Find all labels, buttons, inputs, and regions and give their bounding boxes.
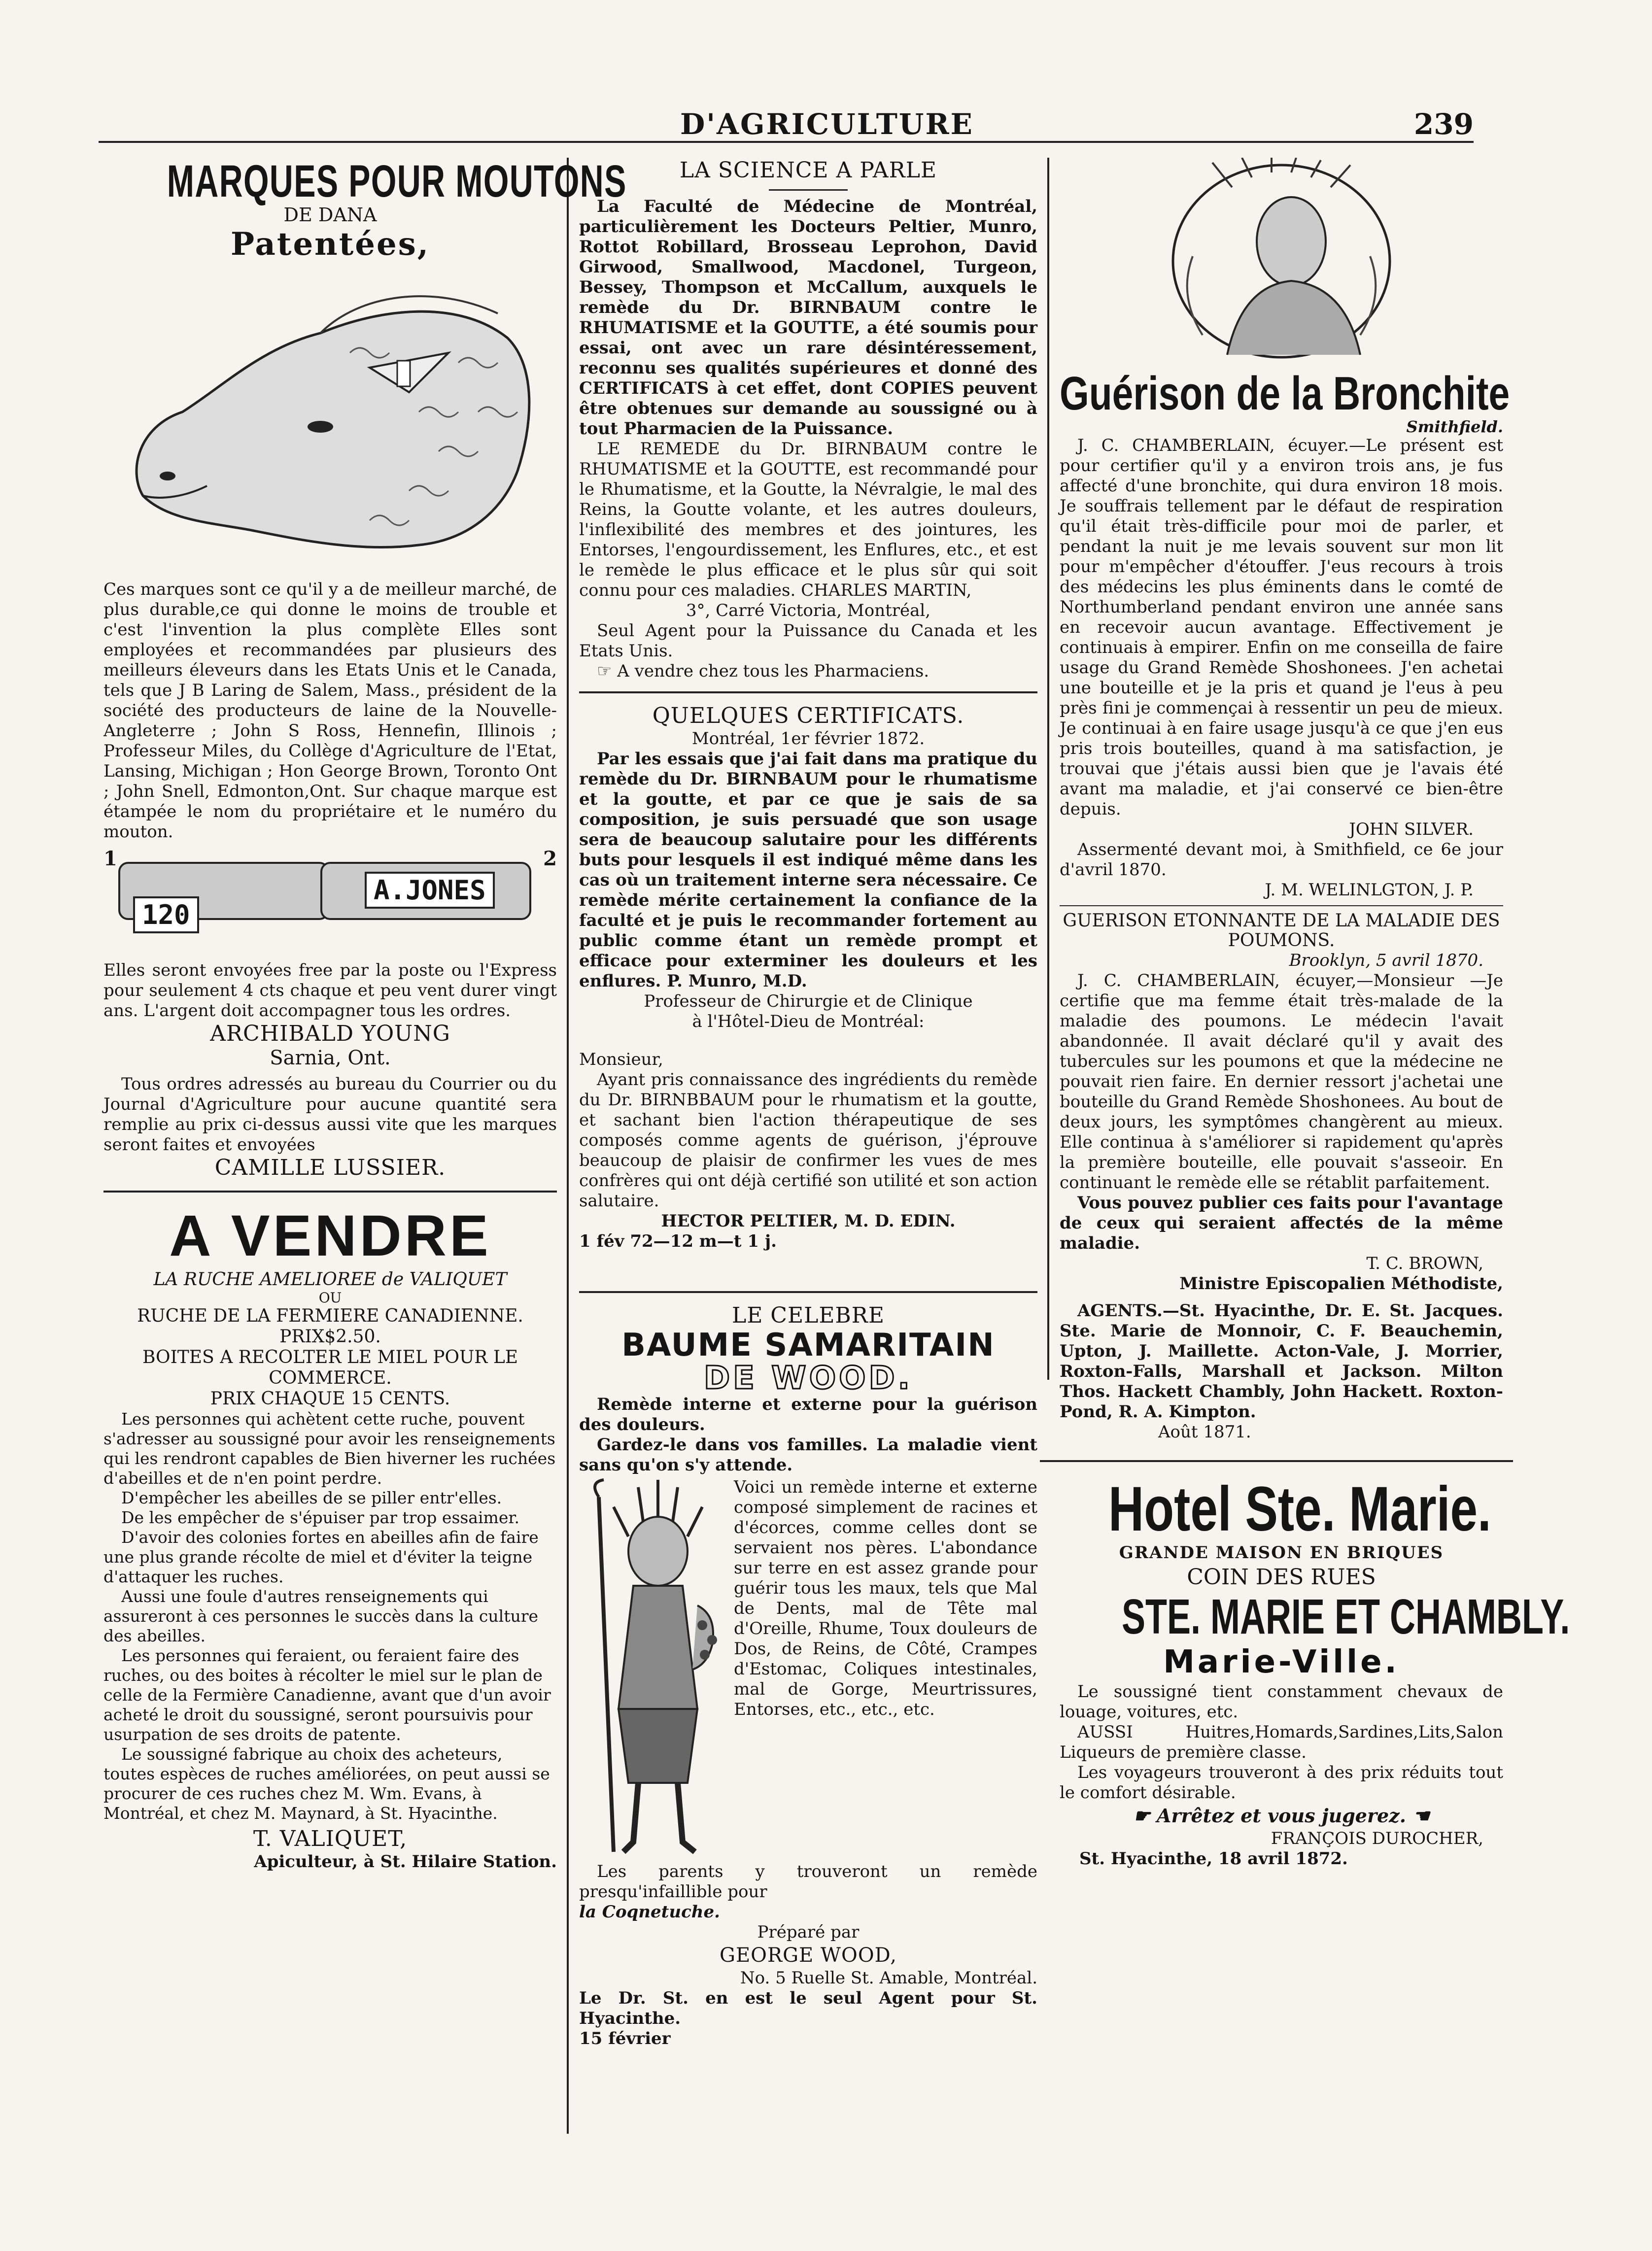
hotel-paragraph-3: Les voyageurs trouveront à des prix réduits tout le comfort désirable.	[1060, 1763, 1503, 1803]
header-rule	[99, 141, 1474, 143]
baume-paragraph-3: Voici un remède interne et externe composé simplement de racines et d'écorces, comme celles dont se servaient nos pères. L'abondance sur terre en est assez grande pour guérir tous les maux, tels que Mal de Dents, mal de Tête mal d'Oreille, Rhume, Toux douleurs de Dos, de Reins, de Côté, Crampes d'Estomac, Coliques intestinales, mal de Gorge, Meurtrissures, Entorses, etc., etc., etc.	[734, 1477, 1037, 1719]
column-2	[579, 158, 1037, 2049]
section-rule	[579, 691, 1037, 693]
ad-body: Ces marques sont ce qu'il y a de meilleur marché, de plus durable,ce qui donne le moins de trouble et c'est l'invention la plus complète Elles sont employées et recommandées par plusieurs des meilleurs éleveurs dans les Etats Unis et le Canada, tels que J B Laring de Salem, Mass., président de la société des producteurs de laine de la Nouvelle-Angleterre ; John S Ross, Hennefin, Illinois ; Professeur Miles, du Collège d'Agriculture de l'Etat, Lansing, Michigan ; Hon George Brown, Toronto Ont ; John Snell, Edmonton,Ont. Sur chaque marque est étampée le nom du propriétaire et le numéro du mouton.	[103, 580, 557, 842]
bronchitis-signature: JOHN SILVER.	[1349, 819, 1474, 839]
signature-place-1: Sarnia, Ont.	[270, 1047, 391, 1069]
sheep-head-illustration	[113, 264, 547, 570]
birnbaum-ad	[579, 158, 1037, 682]
ad-subtitle: DE DANA	[283, 204, 377, 226]
bronchitis-sworn: Assermenté devant moi, à Smithfield, ce 6e jour d'avril 1870.	[1060, 840, 1503, 880]
baume-maker-name: GEORGE WOOD,	[720, 1944, 897, 1967]
ad-patented: Patentées,	[231, 226, 430, 263]
hotel-subtitle: GRANDE MAISON EN BRIQUES	[1119, 1543, 1444, 1563]
running-title: D'AGRICULTURE	[680, 107, 974, 141]
indian-figure-illustration	[579, 1477, 727, 1862]
baume-paragraph-4: Les parents y trouveront un remède presqu'infaillible pour	[579, 1862, 1037, 1902]
section-rule	[579, 1291, 1037, 1293]
baume-figure-block	[579, 1477, 1037, 1862]
tag-label-1: 1	[103, 847, 117, 870]
hotel-paragraph-2: AUSSI Huitres,Homards,Sardines,Lits,Salon Liqueurs de première classe.	[1060, 1722, 1503, 1762]
baume-local-agent: Le Dr. St. en est le seul Agent pour St. Hyacinthe.	[579, 1988, 1037, 2028]
baume-paragraph-2: Gardez-le dans vos familles. La maladie vient sans qu'on s'y attende.	[579, 1435, 1037, 1475]
lungs-place: Brooklyn, 5 avril 1870.	[1289, 951, 1483, 970]
ad-title: MARQUES POUR MOUTONS	[167, 156, 627, 206]
certificates-title: QUELQUES CERTIFICATS.	[652, 703, 964, 728]
for-sale-paragraph-2: D'empêcher les abeilles de se piller entr'elles.	[121, 1488, 502, 1507]
certificate-2-signature: HECTOR PELTIER, M. D. EDIN.	[661, 1211, 956, 1231]
for-sale-paragraph-4: D'avoir des colonies fortes en abeilles afin de faire une plus grande récolte de miel et d'éviter la teigne d'attaquer les ruches.	[103, 1528, 539, 1586]
thin-rule	[1060, 905, 1503, 906]
tag-number: 120	[133, 896, 199, 933]
hotel-ad	[1060, 1474, 1570, 1869]
lungs-title: GUERISON ETONNANTE DE LA MALADIE DES POUMONS.	[1063, 911, 1500, 951]
short-rule	[769, 189, 848, 191]
tag-label-2: 2	[543, 847, 557, 870]
ear-tags-illustration	[103, 847, 557, 951]
lungs-testimony: J. C. CHAMBERLAIN, écuyer,—Monsieur —Je certifie que ma femme était très-malade de la maladie des poumons. Le médecin l'avait abandonnée. Il avait déclaré qu'il y avait des tubercules sur les poumons et que la médecine ne pouvait rien faire. En dernier ressort j'achetai une bouteille du Grand Remède Shoshonees. Au bout de deux jours, les symptômes changèrent au mieux. Elle continua à s'améliorer si rapidement qu'après la première bouteille, elle pouvait s'asseoir. En continuant le remède elle se rétablit parfaitement.	[1060, 971, 1503, 1193]
for-sale-paragraph-1: Les personnes qui achètent cette ruche, pouvent s'adresser au soussigné pour avoir les renseignements qui les rendront capables de Bien hiverner les ruchées d'abeilles et de n'en point perdre.	[103, 1409, 556, 1488]
ad-body-3: Tous ordres adressés au bureau du Courrier ou du Journal d'Agriculture pour aucune quantité sera remplie au prix ci-dessus aussi vite que les marques seront faites et envoyées	[103, 1074, 557, 1155]
baume-ad	[579, 1303, 1037, 2049]
hotel-corner: COIN DES RUES	[1187, 1565, 1376, 1590]
column-3	[1060, 158, 1570, 1869]
for-sale-paragraph-5: Aussi une foule d'autres renseignements qui assureront à ces personnes le succès dans la culture des abeilles.	[103, 1587, 539, 1645]
for-sale-line-5: BOITES A RECOLTER LE MIEL POUR LE COMMERCE.	[142, 1347, 518, 1388]
birnbaum-paragraph-2: LE REMEDE du Dr. BIRNBAUM contre le RHUMATISME et la GOUTTE, est recommandé pour le Rhumatisme, et la Goutte, la Névralgie, le mal des Reins, la Goutte volante, et les autres douleurs, l'inflexibilité des membres et des jointures, les Entorses, l'engourdissement, les Enflures, etc., et est le remède le plus efficace et le plus sûr qui soit connu pour ces maladies. CHARLES MARTIN,	[579, 439, 1037, 600]
bronchitis-testimony: J. C. CHAMBERLAIN, écuyer.—Le présent est pour certifier qu'il y a environ trois ans, je fus affecté d'une bronchite, qui dura environ 18 mois. Je souffrais tellement par le défaut de respiration qu'il était très-difficile pour moi de parler, et pendant la nuit je me levais souvent sur mon lit pour m'empêcher d'étouffer. J'eus recours à trois des médecins les plus éminents dans le comté de Northumberland pendant environ une année sans en recevoir aucun avantage. Effectivement je continuais à empirer. Enfin on me conseilla de faire usage du Grand Remède Shoshonees. J'en achetai une bouteille et je la pris et quand je l'eus à peu près fini je commençai à ressentir un peu de mieux. Je continuai à en faire usage jusqu'à ce que j'en eus pris trois bouteilles, quand à ma satisfaction, je trouvai que j'étais aussi bien que je l'avais été avant ma maladie, et j'ai conservé ce bien-être depuis.	[1060, 436, 1503, 819]
birnbaum-paragraph-1: La Faculté de Médecine de Montréal, particulièrement les Docteurs Peltier, Munro, Rottot Robillard, Brosseau Leprohon, David Girwood, Smallwood, Macdonel, Turgeon, Bessey, Thompson et McCallum, auxquels le remède du Dr. BIRNBAUM contre le RHUMATISME et la GOUTTE, a été soumis pour essai, ont avec un rare désintéressement, reconnu ses qualités supérieures et donné des CERTIFICATS à cet effet, dont COPIES peuvent être obtenues sur demande au soussigné ou à tout Pharmacien de la Puissance.	[579, 197, 1037, 439]
agents-list: AGENTS.—St. Hyacinthe, Dr. E. St. Jacques. Ste. Marie de Monnoir, C. F. Beauchemin, Upton, J. Maillette. Acton-Vale, J. Morrier, Roxton-Falls, Marshall et Jackson. Milton Thos. Hackett Chambly, John Hackett. Roxton-Pond, R. A. Kimpton.	[1060, 1301, 1503, 1422]
signature-name-2: CAMILLE LUSSIER.	[214, 1155, 446, 1180]
birnbaum-title: LA SCIENCE A PARLE	[679, 158, 937, 183]
for-sale-price-2: PRIX CHAQUE 15 CENTS.	[210, 1389, 450, 1409]
for-sale-line-3: RUCHE DE LA FERMIERE CANADIENNE.	[137, 1306, 523, 1326]
baume-line-3: DE WOOD.	[704, 1360, 913, 1397]
for-sale-paragraph-6: Les personnes qui feraient, ou feraient faire des ruches, ou des boites à récolter le miel sur le plan de celle de la Fermière Canadienne, avant que d'un avoir acheté le droit du soussigné, seront poursuivis pour usurpation de ses droits de patente.	[103, 1646, 551, 1744]
lungs-signature-title: Ministre Episcopalien Méthodiste,	[1179, 1274, 1503, 1294]
for-sale-signature-title: Apiculteur, à St. Hilaire Station.	[254, 1852, 557, 1872]
certificate-2-text: Ayant pris connaissance des ingrédients du remède du Dr. BIRNBBAUM pour le rhumatism et la goutte, et sachant bien l'action thérapeutique de ses composés comme agents de guérison, j'éprouve beaucoup de plaisir de confirmer les vues de mes confrères qui ont déjà certifié son utilité et son action salutaire.	[579, 1070, 1037, 1211]
for-sale-paragraph-3: De les empêcher de s'épuiser par trop essaimer.	[121, 1508, 520, 1527]
hotel-streets: STE. MARIE ET CHAMBLY.	[1122, 1589, 1570, 1644]
birnbaum-agent: Seul Agent pour la Puissance du Canada et les Etats Unis.	[579, 621, 1037, 661]
section-rule	[103, 1191, 557, 1193]
bronchitis-sworn-signature: J. M. WELINLGTON, J. P.	[1265, 880, 1474, 900]
hotel-motto: ☛ Arrêtez et vous jugerez. ☚	[1133, 1805, 1430, 1827]
baume-line-2: BAUME SAMARITAIN	[621, 1327, 995, 1364]
hotel-town: Marie-Ville.	[1163, 1644, 1400, 1680]
lungs-signature: T. C. BROWN,	[1366, 1254, 1483, 1273]
for-sale-paragraph-7: Le soussigné fabrique au choix des acheteurs, toutes espèces de ruches améliorées, on peut aussi se procurer de ces ruches chez M. Wm. Evans, à Montréal, et chez M. Maynard, à St. Hyacinthe.	[103, 1744, 550, 1823]
baume-line-1: LE CELEBRE	[731, 1303, 885, 1328]
certificate-1-title-b: à l'Hôtel-Dieu de Montréal:	[692, 1012, 925, 1031]
for-sale-signature: T. VALIQUET,	[253, 1826, 408, 1851]
baume-maker-address: No. 5 Ruelle St. Amable, Montréal.	[740, 1968, 1037, 1988]
hotel-paragraph-1: Le soussigné tient constamment chevaux de louage, voitures, etc.	[1060, 1682, 1503, 1722]
agents-date: Août 1871.	[1158, 1422, 1251, 1442]
bronchitis-place: Smithfield.	[1406, 417, 1503, 436]
section-rule	[1040, 1460, 1513, 1462]
bronchitis-ad	[1060, 158, 1510, 1442]
baume-paragraph-1: Remède interne et externe pour la guérison des douleurs.	[579, 1395, 1037, 1434]
certificate-1-title-a: Professeur de Chirurgie et de Clinique	[644, 991, 973, 1011]
ad-body-2: Elles seront envoyées free par la poste ou l'Express pour seulement 4 cts chaque et peu vent durer vingt ans. L'argent doit accompagner tous les ordres.	[103, 960, 557, 1021]
certificates-date: Montréal, 1er février 1872.	[691, 729, 925, 749]
for-sale-line-1: LA RUCHE AMELIOREE de VALIQUET	[153, 1269, 507, 1290]
baume-date: 15 février	[579, 2029, 671, 2048]
column-divider-2	[1047, 158, 1049, 1380]
signature-name-1: ARCHIBALD YOUNG	[210, 1021, 450, 1046]
certificates-section	[579, 703, 1037, 1252]
certificate-2-date: 1 fév 72—12 m—t 1 j.	[579, 1231, 777, 1251]
for-sale-line-2: OU	[318, 1290, 342, 1306]
hotel-signature: FRANÇOIS DUROCHER,	[1271, 1829, 1483, 1848]
chief-portrait-illustration	[1153, 158, 1410, 365]
baume-figure-caption: la Coqnetuche.	[579, 1902, 720, 1922]
for-sale-price-1: PRIX$2.50.	[279, 1327, 381, 1347]
hotel-date: St. Hyacinthe, 18 avril 1872.	[1079, 1849, 1348, 1869]
hotel-title: Hotel Ste. Marie.	[1108, 1474, 1491, 1544]
birnbaum-pharmacies: ☞ A vendre chez tous les Pharmaciens.	[597, 661, 929, 681]
tag-name: A.JONES	[365, 872, 495, 909]
certificate-1-text: Par les essais que j'ai fait dans ma pratique du remède du Dr. BIRNBAUM pour le rhumatisme et la goutte, et par ce que je sais de sa composition, je suis persuadé que son usage sera de beaucoup salutaire pour les différents buts pour lesquels il est indiqué même dans les cas où un traitement interne sera nécessaire. Ce remède mérite certainement la confiance de la faculté et je puis le recommander fortement au public comme étant un remède prompt et efficace pour exterminer les douleurs et les enflures. P. Munro, M.D.	[579, 749, 1037, 991]
beehive-ad	[103, 1202, 557, 1872]
bronchitis-title: Guérison de la Bronchite	[1060, 367, 1510, 420]
birnbaum-address: 3°, Carré Victoria, Montréal,	[686, 601, 931, 620]
page-number: 239	[1413, 107, 1474, 141]
column-divider-1	[567, 158, 569, 2134]
for-sale-title: A VENDRE	[169, 1203, 491, 1268]
page-header	[99, 99, 1474, 143]
baume-prepared-by: Préparé par	[757, 1922, 860, 1942]
lungs-publish-note: Vous pouvez publier ces faits pour l'avantage de ceux qui seraient affectés de la même maladie.	[1060, 1193, 1503, 1253]
certificate-2-salutation: Monsieur,	[579, 1050, 663, 1069]
